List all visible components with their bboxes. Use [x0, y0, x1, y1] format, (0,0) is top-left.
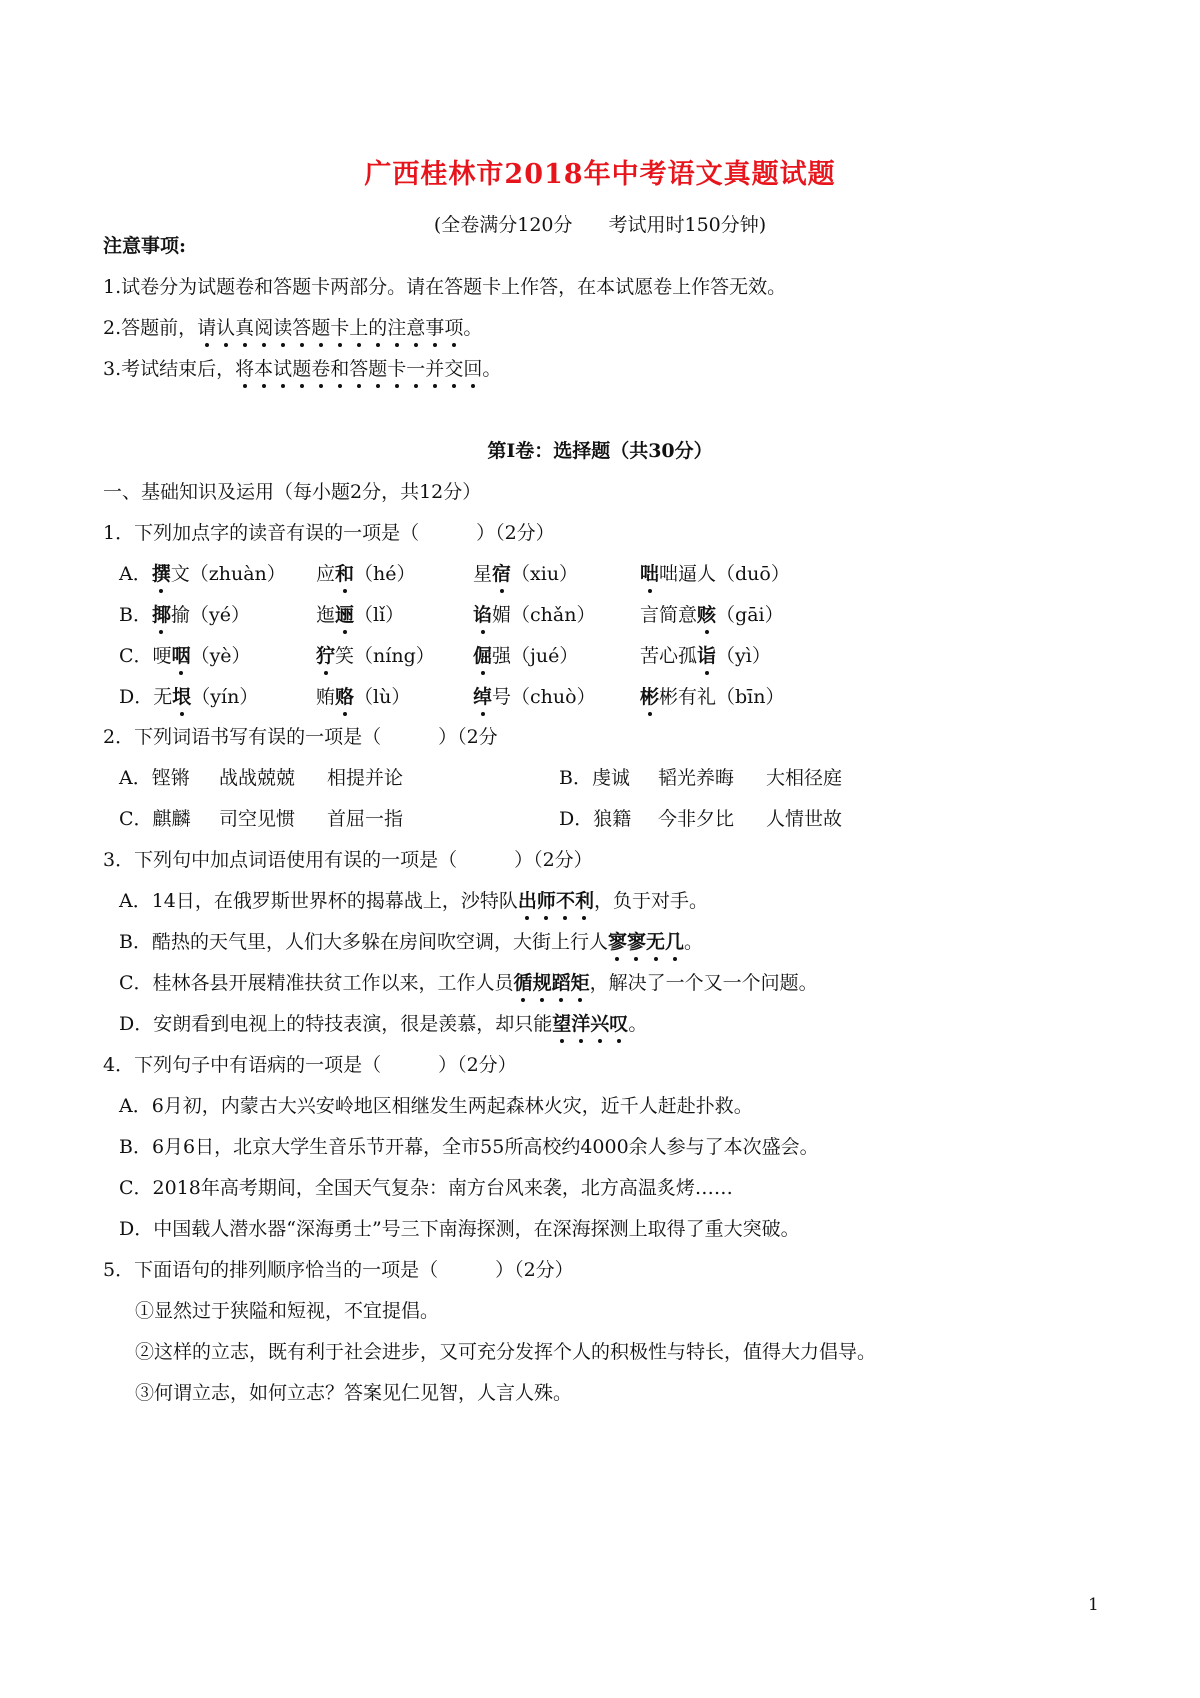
emphasis-char: 矩 [571, 969, 590, 997]
question-1-option-d-item-3: 绰号（chuò） [473, 683, 596, 711]
emphasis-char: 利 [575, 887, 594, 915]
emphasis-char: 卡 [330, 314, 349, 342]
emphasis-char: 和 [330, 355, 349, 383]
full-score-note: (全卷满分120分 [433, 214, 573, 236]
emphasis-char: 一 [406, 355, 425, 383]
dotted-phrase [552, 1013, 628, 1035]
emphasis-char: 宿 [492, 560, 511, 588]
emphasis-char: 洋 [571, 1010, 590, 1038]
question-1-option-c-item-2: 狞笑（níng） [316, 642, 435, 670]
emphasis-char: 倔 [473, 642, 492, 670]
emphasis-char: 叹 [609, 1010, 628, 1038]
emphasis-char: 的 [368, 314, 387, 342]
emphasis-char: 认 [216, 314, 235, 342]
question-5-sentence-3: ③何谓立志，如何立志？答案见仁见智，人言人殊。 [135, 1382, 573, 1404]
emphasis-char: 读 [273, 314, 292, 342]
question-1-option-c-item-4: 苦心孤诣（yì） [640, 642, 771, 670]
question-2-option-a-word-2: 战战兢兢 [219, 767, 296, 789]
emphasis-char: 将 [235, 355, 254, 383]
dotted-phrase [518, 890, 594, 912]
question-5-sentence-2: ②这样的立志，既有利于社会进步，又可充分发挥个人的积极性与特长，值得大力倡导。 [135, 1341, 877, 1363]
emphasis-char: 不 [556, 887, 575, 915]
emphasis-char: 题 [368, 355, 387, 383]
dotted-phrase [514, 972, 590, 994]
question-2-option-b-word-2: 韬光养晦 [658, 767, 735, 789]
question-4-option-c: C．2018年高考期间，全国天气复杂：南方台风来袭，北方高温炙烤…… [119, 1177, 733, 1199]
emphasis-char: 逦 [335, 601, 354, 629]
emphasis-char: 和 [335, 560, 354, 588]
emphasis-char: 寥 [627, 928, 646, 956]
emphasis-char: 规 [533, 969, 552, 997]
emphasis-char: 出 [518, 887, 537, 915]
section-1-title: 第Ⅰ卷：选择题（共30分） [487, 440, 713, 462]
emphasis-char: 咄 [640, 560, 659, 588]
emphasis-char: 题 [311, 314, 330, 342]
emphasis-char: 赂 [335, 683, 354, 711]
question-1-option-b-item-2: 迤逦（lǐ） [316, 601, 404, 629]
part-1-title: 一、基础知识及运用（每小题2分，共12分） [103, 481, 482, 503]
question-1-stem: 1．下列加点字的读音有误的一项是（ ）（2分） [103, 522, 555, 544]
emphasis-char: 绰 [473, 683, 492, 711]
question-3-stem: 3．下列句中加点词语使用有误的一项是（ ）（2分） [103, 849, 593, 871]
question-1-option-a-item-2: 应和（hé） [316, 560, 416, 588]
notice-heading: 注意事项: [103, 235, 187, 257]
emphasis-char: 意 [406, 314, 425, 342]
question-5-sentence-1: ①显然过于狭隘和短视，不宜提倡。 [135, 1300, 440, 1322]
emphasis-char: 答 [292, 314, 311, 342]
question-1-option-b-item-3: 谄媚（chǎn） [473, 601, 595, 629]
emphasis-char: 阅 [254, 314, 273, 342]
emphasis-char: 项 [444, 314, 463, 342]
emphasis-char: 寥 [608, 928, 627, 956]
question-3-option-a: A．14日，在俄罗斯世界杯的揭幕战上，沙特队出师不利，负于对手。 [119, 887, 708, 915]
emphasis-char: 无 [646, 928, 665, 956]
emphasis-char: 交 [444, 355, 463, 383]
emphasis-char: 揶 [152, 601, 171, 629]
question-2-option-d: D．狼籍 [559, 808, 632, 830]
page-number: 1 [1088, 1595, 1099, 1615]
question-1-option-a-item-3: 星宿（xiu） [473, 560, 578, 588]
emphasis-char: 试 [273, 355, 292, 383]
emphasis-char: 上 [349, 314, 368, 342]
question-1-option-d-item-4: 彬彬有礼（bīn） [640, 683, 785, 711]
question-3-option-c: C．桂林各县开展精准扶贫工作以来，工作人员循规蹈矩，解决了一个又一个问题。 [119, 969, 818, 997]
emphasis-char: 望 [552, 1010, 571, 1038]
question-2-option-c-word-3: 首屈一指 [327, 808, 404, 830]
emphasis-char: 师 [537, 887, 556, 915]
emphasis-char: 几 [665, 928, 684, 956]
emphasis-char: 垠 [172, 683, 191, 711]
emphasis-char: 本 [254, 355, 273, 383]
emphasis-char: 真 [235, 314, 254, 342]
question-1-option-b-item-4: 言简意赅（gāi） [640, 601, 784, 629]
question-2-option-a-word-3: 相提并论 [327, 767, 404, 789]
question-5-stem: 5．下面语句的排列顺序恰当的一项是（ ）（2分） [103, 1259, 574, 1281]
notice-item-2: 2.答题前，请认真阅读答题卡上的注意事项。 [103, 314, 482, 342]
question-1-option-a-item-4: 咄咄逼人（duō） [640, 560, 790, 588]
emphasis-char: 事 [425, 314, 444, 342]
emphasis-char: 回 [463, 355, 482, 383]
emphasis-char: 题 [292, 355, 311, 383]
emphasis-char: 答 [349, 355, 368, 383]
question-3-option-d: D．安朗看到电视上的特技表演，很是羡慕，却只能望洋兴叹。 [119, 1010, 647, 1038]
question-2-option-b-word-3: 大相径庭 [766, 767, 843, 789]
emphasis-char: 诣 [697, 642, 716, 670]
emphasis-char: 卡 [387, 355, 406, 383]
emphasis-char: 注 [387, 314, 406, 342]
emphasis-char: 并 [425, 355, 444, 383]
question-2-stem: 2．下列词语书写有误的一项是（ ）（2分 [103, 726, 498, 748]
emphasis-char: 兴 [590, 1010, 609, 1038]
notice-item-1: 1.试卷分为试题卷和答题卡两部分。请在答题卡上作答，在本试愿卷上作答无效。 [103, 276, 787, 298]
emphasis-char: 彬 [640, 683, 659, 711]
question-4-stem: 4．下列句子中有语病的一项是（ ）（2分） [103, 1054, 517, 1076]
emphasis-char: 蹈 [552, 969, 571, 997]
page-title: 广西桂林市2018年中考语文真题试题 [364, 159, 836, 190]
question-2-option-c-word-2: 司空见惯 [219, 808, 296, 830]
question-1-option-a-item-1: A．撰文（zhuàn） [119, 560, 286, 588]
emphasis-char: 请 [197, 314, 216, 342]
question-4-option-b: B．6月6日，北京大学生音乐节开幕，全市55所高校约4000余人参与了本次盛会。 [119, 1136, 819, 1158]
question-2-option-a: A．铿锵 [119, 767, 190, 789]
question-1-option-c-item-3: 倔强（jué） [473, 642, 578, 670]
question-1-option-d-item-1: D．无垠（yín） [119, 683, 258, 711]
time-limit-note: 考试用时150分钟) [608, 214, 767, 236]
question-3-option-b: B．酷热的天气里，人们大多躲在房间吹空调，大街上行人寥寥无几。 [119, 928, 703, 956]
emphasis-char: 撰 [152, 560, 171, 588]
question-1-option-b-item-1: B．揶揄（yé） [119, 601, 250, 629]
dotted-phrase [197, 317, 463, 339]
emphasis-char: 狞 [316, 642, 335, 670]
emphasis-char: 谄 [473, 601, 492, 629]
question-4-option-d: D．中国载人潜水器“深海勇士”号三下南海探测，在深海探测上取得了重大突破。 [119, 1218, 800, 1240]
question-2-option-b: B．虔诚 [559, 767, 630, 789]
question-1-option-d-item-2: 贿赂（lù） [316, 683, 410, 711]
emphasis-char: 卷 [311, 355, 330, 383]
question-4-option-a: A．6月初，内蒙古大兴安岭地区相继发生两起森林火灾，近千人赶赴扑救。 [119, 1095, 753, 1117]
dotted-phrase [235, 358, 482, 380]
question-2-option-d-word-2: 今非夕比 [658, 808, 735, 830]
emphasis-char: 循 [514, 969, 533, 997]
question-2-option-d-word-3: 人情世故 [766, 808, 843, 830]
emphasis-char: 咽 [172, 642, 191, 670]
question-2-option-c: C．麒麟 [119, 808, 191, 830]
dotted-phrase [608, 931, 684, 953]
question-1-option-c-item-1: C．哽咽（yè） [119, 642, 251, 670]
emphasis-char: 赅 [697, 601, 716, 629]
notice-item-3: 3.考试结束后，将本试题卷和答题卡一并交回。 [103, 355, 501, 383]
